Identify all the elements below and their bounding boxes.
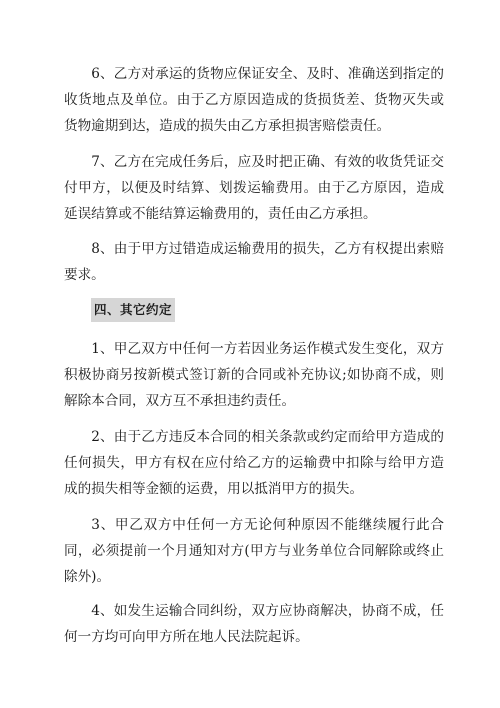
clause-8-paragraph: 8、由于甲方过错造成运输费用的损失，乙方有权提出索赔要求。 xyxy=(64,241,444,283)
section-heading-other-agreements: 四、其它约定 xyxy=(91,298,175,322)
other-clause-3-paragraph: 3、甲乙双方中任何一方无论何种原因不能继续履行此合同，必须提前一个月通知对方(甲方与业务单位合同解除或终止除外)。 xyxy=(64,517,444,585)
other-clause-2-paragraph: 2、由于乙方违反本合同的相关条款或约定而给甲方造成的任何损失，甲方有权在应付给乙方的运输费中扣除与给甲方造成的损失相等金额的运费，用以抵消甲方的损失。 xyxy=(64,429,444,497)
other-clause-1-paragraph: 1、甲乙双方中任何一方若因业务运作模式发生变化，双方积极协商另按新模式签订新的合同或补充协议;如协商不成，则解除本合同，双方互不承担违约责任。 xyxy=(64,341,444,409)
other-clause-4-paragraph: 4、如发生运输合同纠纷，双方应协商解决，协商不成，任何一方均可向甲方所在地人民法院起诉。 xyxy=(64,603,444,645)
clause-6-paragraph: 6、乙方对承运的货物应保证安全、及时、准确送到指定的收货地点及单位。由于乙方原因造成的货损货差、货物灭失或货物逾期到达，造成的损失由乙方承担损害赔偿责任。 xyxy=(64,66,444,134)
clause-7-paragraph: 7、乙方在完成任务后，应及时把正确、有效的收货凭证交付甲方，以便及时结算、划拨运输费用。由于乙方原因，造成延误结算或不能结算运输费用的，责任由乙方承担。 xyxy=(64,154,444,222)
section-heading-container xyxy=(64,298,175,326)
